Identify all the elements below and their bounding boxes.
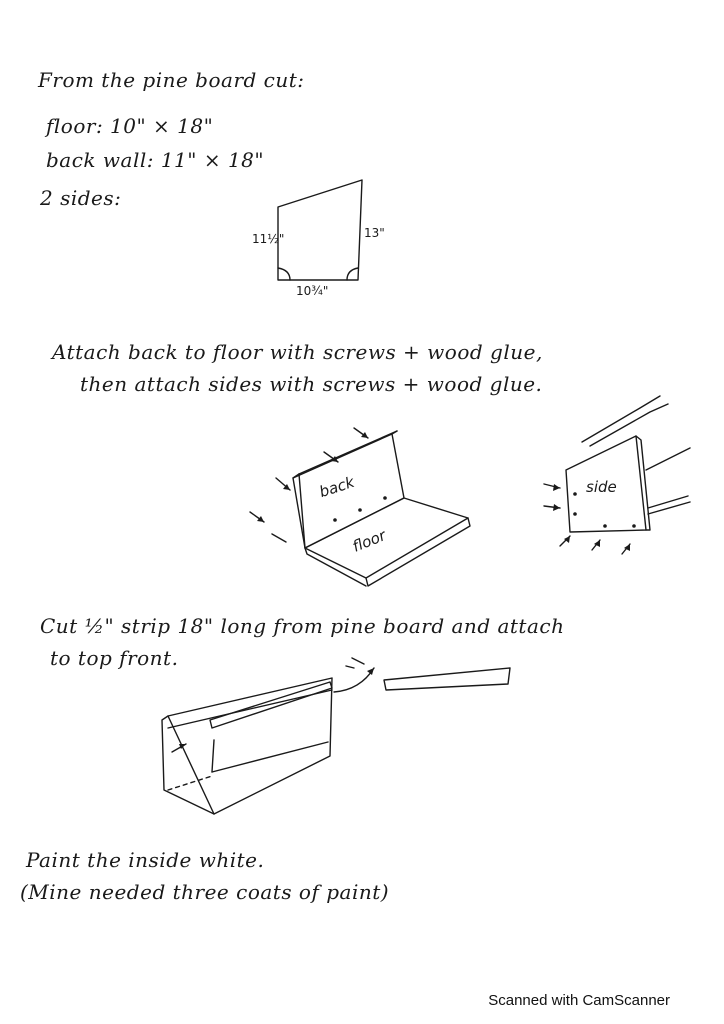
scanner-watermark: Scanned with CamScanner [488, 992, 670, 1009]
cut-heading: From the pine board cut: [38, 68, 305, 92]
side-right-height: 13" [364, 226, 385, 240]
side-piece-outline [278, 180, 362, 280]
paint-line-1: Paint the inside white. [26, 848, 265, 872]
strip-on-box [210, 682, 332, 728]
back-label: back [317, 472, 357, 502]
side-left-height: 11½" [252, 232, 285, 246]
left-angle-mark [278, 268, 290, 280]
attach-line-1: Attach back to floor with screws + wood glue, [52, 340, 543, 364]
side-label: side [586, 478, 617, 496]
sides-label: 2 sides: [40, 186, 122, 210]
paint-line-2: (Mine needed three coats of paint) [20, 880, 390, 904]
back-wall-dimension: back wall: 11" × 18" [46, 148, 265, 172]
floor-dimension: floor: 10" × 18" [46, 114, 214, 138]
strip-line-1: Cut ½" strip 18" long from pine board and attach [40, 614, 565, 638]
box-front-opening [168, 678, 332, 814]
strip-line-2: to top front. [50, 646, 179, 670]
side-bottom-width: 10¾" [296, 284, 329, 298]
right-angle-mark [347, 268, 358, 280]
attach-line-2: then attach sides with screws + wood glue. [80, 372, 543, 396]
loose-strip [384, 668, 510, 690]
floor-label: floor [349, 526, 389, 556]
